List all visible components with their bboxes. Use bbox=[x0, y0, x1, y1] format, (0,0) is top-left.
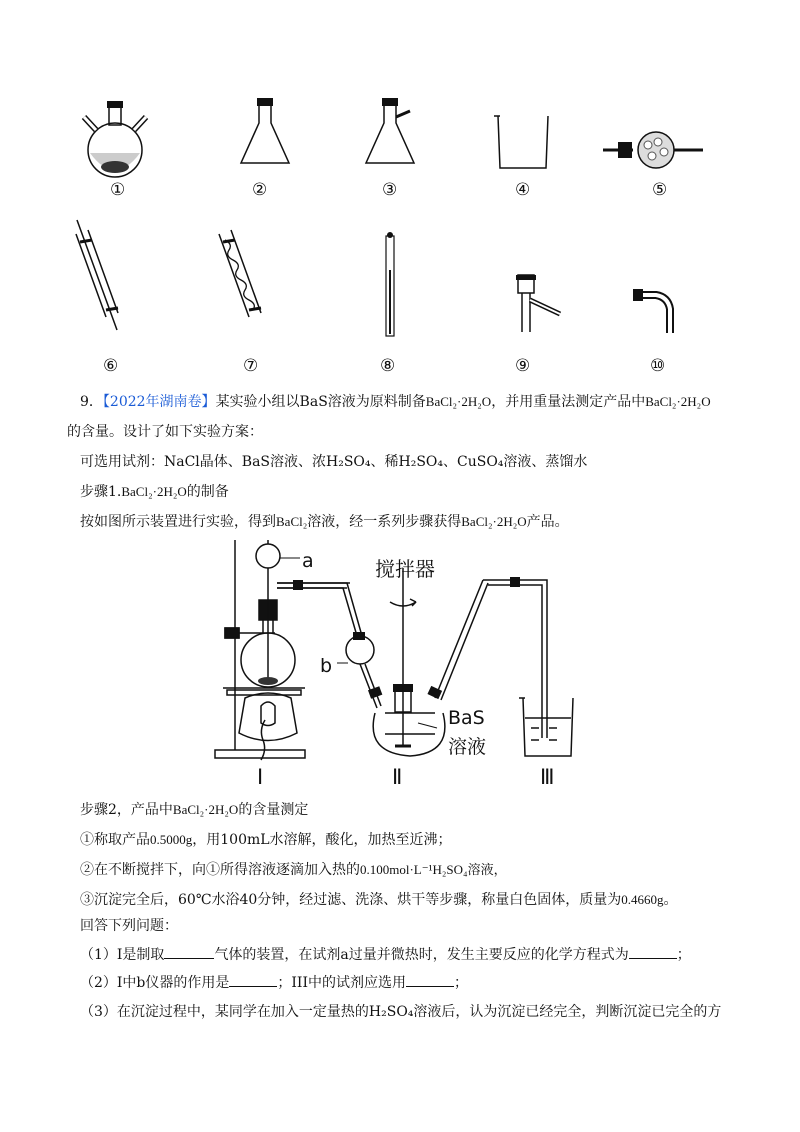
apparatus-number-2: ② bbox=[252, 180, 268, 200]
subquestion-2 bbox=[80, 972, 468, 993]
apparatus-10-bent-adapter bbox=[628, 285, 688, 340]
apparatus-number-3: ③ bbox=[382, 180, 398, 200]
apparatus-number-6: ⑥ bbox=[103, 356, 119, 376]
apparatus-number-7: ⑦ bbox=[243, 356, 259, 376]
apparatus-number-4: ④ bbox=[515, 180, 531, 200]
subquestion-1-c: ； bbox=[676, 947, 691, 963]
answer-intro: 回答下列问题： bbox=[80, 918, 178, 934]
intro-text-b: ，并用重量法测定产品中 bbox=[491, 394, 646, 410]
apparatus-number-5: ⑤ bbox=[652, 180, 668, 200]
reagents-line: 可选用试剂：NaCl晶体、BaS溶液、浓H₂SO₄、稀H₂SO₄、CuSO₄溶液、蒸馏水 bbox=[80, 454, 588, 470]
formula-bacl2-2h2o: BaCl₂·2H₂O bbox=[461, 514, 527, 529]
diagram-label-bas: BaS bbox=[448, 707, 485, 729]
step2-item-1-b: ，用100mL水溶解，酸化，加热至近沸； bbox=[192, 832, 452, 848]
subquestion-2-b: ；III中的试剂应选用 bbox=[277, 975, 406, 991]
step1-text-c: 产品。 bbox=[526, 514, 569, 530]
step1-title bbox=[80, 482, 229, 502]
formula-bacl2: BaCl₂ bbox=[276, 514, 308, 529]
apparatus-9-distillation-adapter bbox=[500, 270, 580, 340]
step2-item-3-a: ③沉淀完全后，60℃水浴40分钟，经过滤、洗涤、烘干等步骤，称量白色固体，质量为 bbox=[80, 892, 622, 908]
apparatus-4-beaker bbox=[488, 108, 558, 173]
diagram-label-stirrer: 搅拌器 bbox=[375, 557, 435, 581]
intro-text-c: 的含量。设计了如下实验方案： bbox=[67, 424, 263, 440]
answer-blank[interactable] bbox=[629, 944, 677, 959]
question-number: 9． bbox=[80, 394, 103, 410]
apparatus-1-three-neck-flask bbox=[70, 95, 160, 180]
transfer-tube-to-III bbox=[483, 577, 547, 738]
sample-mass: 0.5000g bbox=[150, 832, 193, 847]
question-header-line bbox=[80, 392, 711, 412]
apparatus-6-straight-condenser bbox=[62, 212, 132, 337]
apparatus-number-10: ⑩ bbox=[650, 356, 666, 376]
apparatus-5-drying-tube bbox=[598, 125, 708, 175]
apparatus-I bbox=[215, 540, 350, 760]
step2-title bbox=[80, 800, 308, 820]
formula-bacl2-2h2o: BaCl₂·2H₂O bbox=[645, 394, 711, 409]
subquestion-3: （3）在沉淀过程中，某同学在加入一定量热的H₂SO₄溶液后，认为沉淀已经完全，判断沉淀已完全的方 bbox=[80, 1004, 722, 1020]
transfer-tube-a-to-b bbox=[277, 580, 382, 708]
step2-title-pre: 步骤2，产品中 bbox=[80, 802, 173, 818]
answer-blank[interactable] bbox=[164, 944, 214, 959]
step2-item-1-a: ①称取产品 bbox=[80, 832, 150, 848]
subquestion-2-a: （2）Ⅰ中b仪器的作用是 bbox=[80, 975, 230, 991]
diagram-label-b: b bbox=[320, 655, 333, 677]
subquestion-1-a: （1）Ⅰ是制取 bbox=[80, 947, 165, 963]
step2-title-post: 的含量测定 bbox=[238, 802, 309, 818]
subquestion-1 bbox=[80, 944, 691, 965]
step1-text-a: 按如图所示装置进行实验，得到 bbox=[80, 514, 276, 530]
apparatus-number-1: ① bbox=[110, 180, 126, 200]
acid-concentration: 0.100mol·L⁻¹H₂SO₄溶液， bbox=[360, 862, 507, 877]
formula-bacl2-2h2o: BaCl₂·2H₂O bbox=[425, 394, 492, 409]
apparatus-2-conical-flask bbox=[235, 95, 295, 170]
apparatus-number-9: ⑨ bbox=[515, 356, 531, 376]
apparatus-number-8: ⑧ bbox=[380, 356, 396, 376]
precipitate-mass: 0.4660g bbox=[621, 892, 664, 907]
subquestion-1-b: 气体的装置，在试剂a过量并微热时，发生主要反应的化学方程式为 bbox=[214, 947, 629, 963]
step2-item-1 bbox=[80, 830, 452, 850]
apparatus-8-thermometer bbox=[380, 230, 400, 340]
step2-item-3-end: 。 bbox=[663, 892, 678, 908]
step2-item-2 bbox=[80, 860, 507, 880]
diagram-label-roman-2: Ⅱ bbox=[392, 765, 403, 789]
formula-bacl2-2h2o: BaCl₂·2H₂O bbox=[172, 802, 239, 817]
answer-blank[interactable] bbox=[406, 972, 454, 987]
diagram-label-roman-3: Ⅲ bbox=[540, 765, 555, 789]
apparatus-3-suction-flask bbox=[360, 95, 430, 170]
step2-item-2-a: ②在不断搅拌下，向①所得溶液逐滴加入热的 bbox=[80, 862, 360, 878]
apparatus-7-coil-condenser bbox=[205, 212, 275, 337]
question-source: 【2022年湖南卷】 bbox=[102, 394, 216, 410]
subquestion-2-c: ； bbox=[454, 975, 468, 991]
step1-title-pre: 步骤1. bbox=[80, 484, 122, 500]
step2-item-3 bbox=[80, 890, 678, 910]
diagram-label-roman-1: Ⅰ bbox=[257, 765, 264, 789]
step1-text-b: 溶液，经一系列步骤获得 bbox=[307, 514, 462, 530]
formula-bacl2-2h2o: BaCl₂·2H₂O bbox=[121, 484, 187, 499]
step1-title-post: 的制备 bbox=[186, 484, 229, 500]
step1-text bbox=[80, 512, 569, 532]
diagram-label-solution: 溶液 bbox=[448, 736, 487, 758]
apparatus-III bbox=[519, 698, 573, 756]
diagram-label-a: a bbox=[302, 550, 314, 572]
answer-blank[interactable] bbox=[229, 972, 277, 987]
intro-text-a: 某实验小组以BaS溶液为原料制备 bbox=[215, 394, 426, 410]
